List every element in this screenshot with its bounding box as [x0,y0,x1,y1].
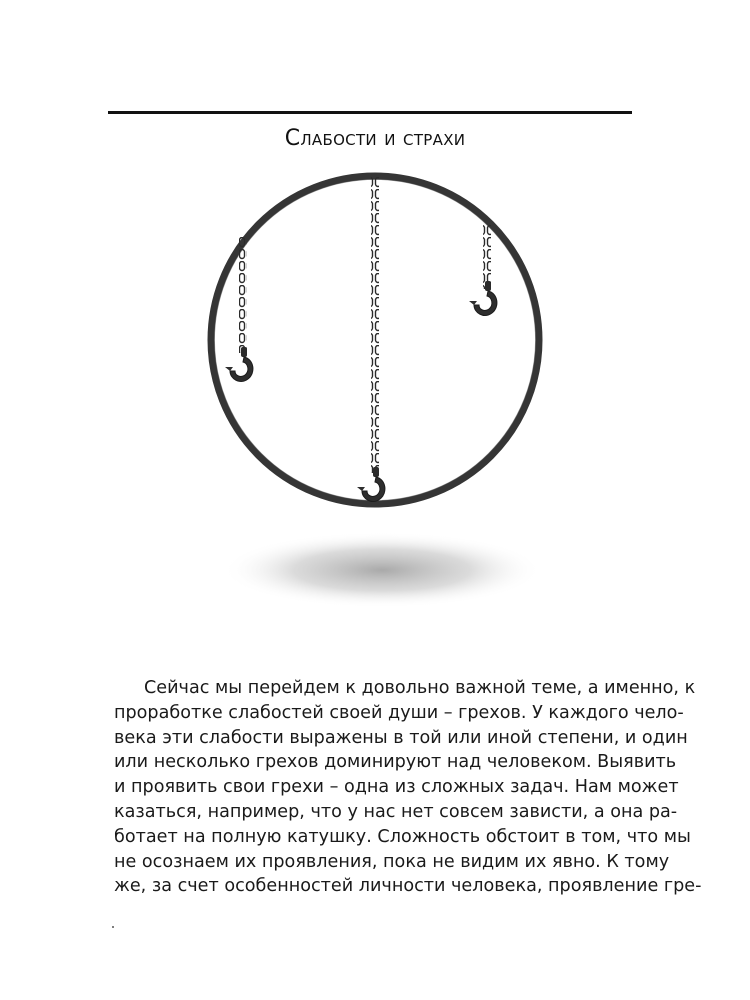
body-line: века эти слабости выражены в той или иной степени, и один [114,727,688,748]
body-line: проработке слабостей своей души – грехов. У каждого чело- [114,702,684,723]
body-line: Сейчас мы перейдем к довольно важной теме, а именно, к [144,678,696,698]
body-line: ботает на полную катушку. Сложность обстоит в том, что мы [114,826,691,847]
hoop-shadow [222,532,542,608]
body-line: же, за счет особенностей личности человека, проявление гре- [114,876,702,897]
center-chain [371,177,379,473]
right-hook-icon [469,281,497,315]
page-dot [112,926,114,928]
center-hook-icon [357,467,385,501]
body-line: не осознаем их проявления, пока не видим их явно. К тому [114,851,670,872]
hoop-with-chains-and-hooks-icon [190,165,560,635]
left-chain [239,237,247,353]
right-chain [483,225,491,289]
left-hook-icon [225,347,253,381]
top-rule [108,111,632,114]
chapter-title: Слабости и страхи [284,126,466,151]
body-line: и проявить свои грехи – одна из сложных задач. Нам может [114,777,679,798]
body-paragraph [114,676,702,899]
body-line: казаться, например, что у нас нет совсем зависти, а она ра- [114,801,678,822]
body-line: или несколько грехов доминируют над человеком. Выявить [114,752,677,773]
